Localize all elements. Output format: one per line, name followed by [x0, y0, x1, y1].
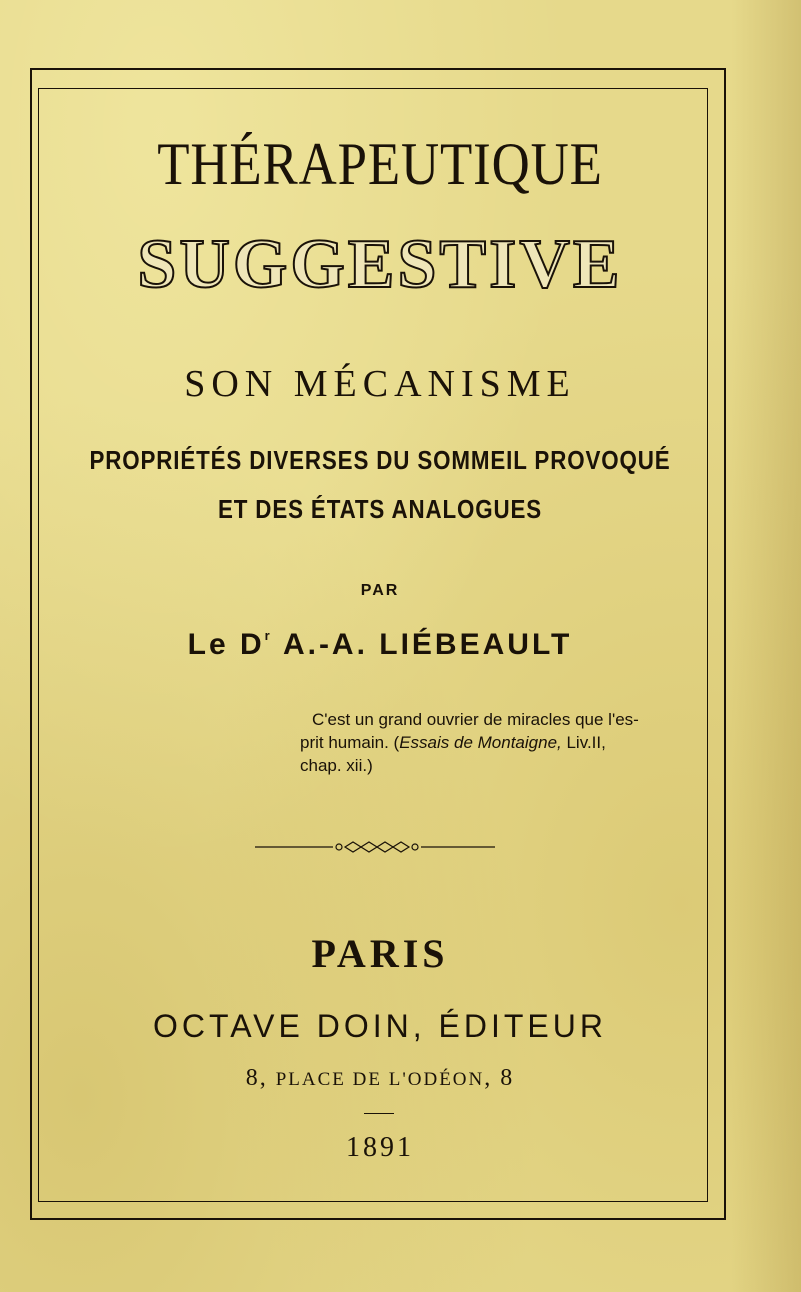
author-name: [0, 617, 760, 664]
epigraph-line-2-start: prit humain. (: [300, 733, 400, 752]
title-line-3: SON MÉCANISME: [184, 363, 576, 405]
imprint-address: [0, 1062, 760, 1096]
imprint-publisher: OCTAVE DOIN, ÉDITEUR: [153, 1008, 607, 1044]
epigraph-line-2-end: Liv.II,: [561, 733, 606, 752]
epigraph: [300, 708, 730, 777]
address-street: PLACE DE L'ODÉON: [275, 1069, 485, 1090]
imprint-year: 1891: [346, 1132, 414, 1163]
epigraph-source: Essais de Montaigne,: [399, 733, 562, 752]
epigraph-line-1: C'est un grand ouvrier de miracles que l'es-: [312, 710, 639, 729]
author-prefix: Le D: [187, 628, 265, 661]
title-line-1: THÉRAPEUTIQUE: [157, 131, 603, 197]
author-fullname: A.-A. LIÉBEAULT: [282, 628, 573, 661]
ornament-divider: [255, 840, 495, 854]
address-number-1: 8,: [245, 1065, 276, 1091]
epigraph-line-2: [300, 731, 730, 754]
subtitle-line-1: PROPRIÉTÉS DIVERSES DU SOMMEIL PROVOQUÉ: [89, 445, 671, 475]
epigraph-line-3: chap. xii.): [300, 756, 373, 775]
subtitle-line-2: ET DES ÉTATS ANALOGUES: [217, 494, 543, 524]
address-number-2: , 8: [484, 1065, 515, 1091]
title-line-2: SUGGESTIVE: [137, 226, 623, 303]
short-rule: [364, 1113, 394, 1114]
imprint-city: PARIS: [311, 931, 449, 976]
author-superscript: r: [264, 628, 273, 643]
byline-par: PAR: [360, 582, 400, 599]
